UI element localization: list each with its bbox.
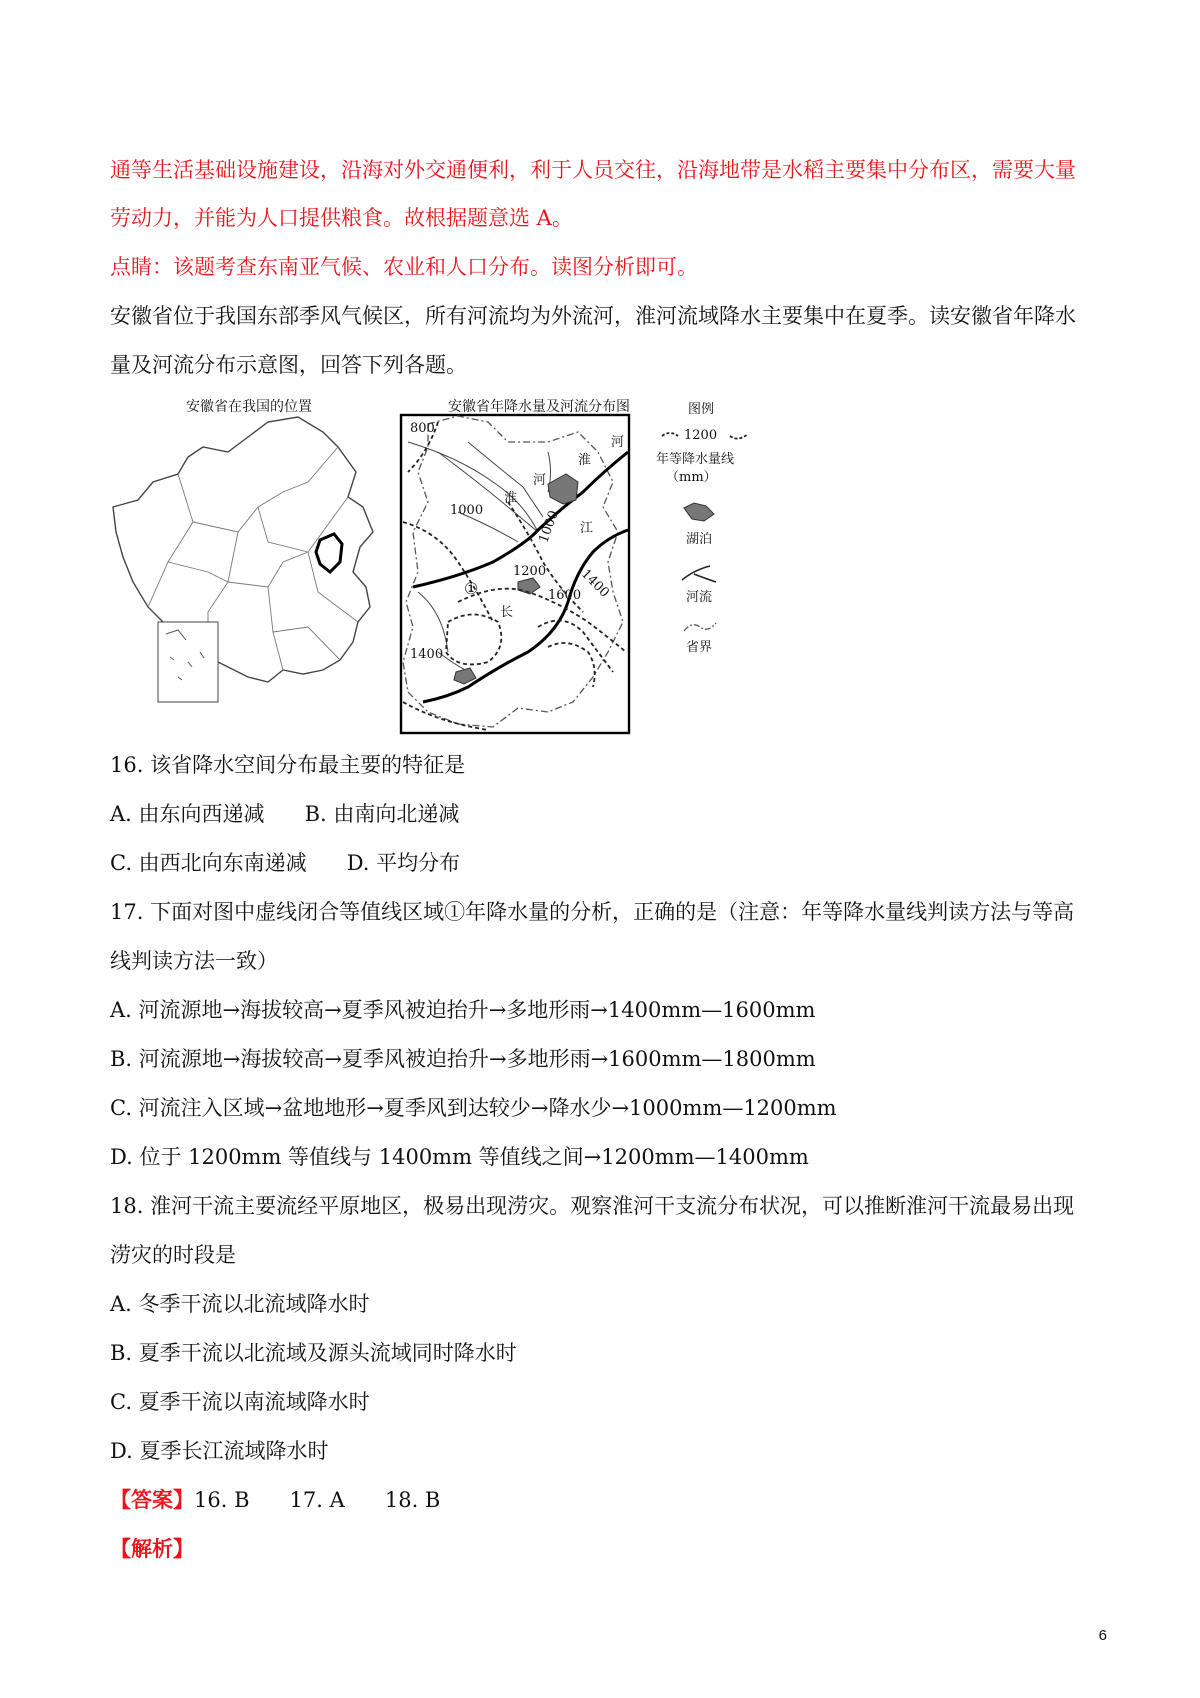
question-17-option-d: D. 位于 1200mm 等值线与 1400mm 等值线之间→1200mm—1400mm bbox=[110, 1145, 809, 1169]
river-legend-icon bbox=[680, 562, 720, 586]
isohyet-label-1600: 1600 bbox=[548, 588, 582, 603]
question-17-option-b: B. 河流源地→海拔较高→夏季风被迫抬升→多地形雨→1600mm—1800mm bbox=[110, 1047, 816, 1071]
isohyet-1000-left bbox=[403, 522, 493, 622]
isohyet-region-1 bbox=[446, 615, 501, 665]
question-18-option-c: C. 夏季干流以南流域降水时 bbox=[110, 1390, 370, 1414]
question-17-option-c: C. 河流注入区域→盆地地形→夏季风到达较少→降水少→1000mm—1200mm bbox=[110, 1096, 837, 1120]
question-17-stem: 线判读方法一致） bbox=[110, 949, 278, 973]
isohyet-label-1400: 1400 bbox=[577, 566, 612, 601]
lake-legend-icon bbox=[680, 500, 720, 524]
question-18-stem: 涝灾的时段是 bbox=[110, 1243, 236, 1267]
analysis-label: 【解析】 bbox=[110, 1536, 194, 1561]
question-18-option-b: B. 夏季干流以北流域及源头流域同时降水时 bbox=[110, 1341, 517, 1365]
analysis-text-line: 通等生活基础设施建设，沿海对外交通便利，利于人员交往，沿海地带是水稻主要集中分布区，需要大量 bbox=[110, 158, 1076, 182]
question-16-stem: 16. 该省降水空间分布最主要的特征是 bbox=[110, 753, 466, 777]
intro-text-line: 量及河流分布示意图，回答下列各题。 bbox=[110, 353, 467, 377]
river-label: 长 bbox=[500, 605, 514, 620]
legend-lake-label: 湖泊 bbox=[686, 532, 713, 547]
anhui-highlight bbox=[316, 534, 342, 572]
question-18-stem: 18. 淮河干流主要流经平原地区，极易出现涝灾。观察淮河干支流分布状况，可以推断淮河干流最易出现 bbox=[110, 1194, 1075, 1218]
river-label: 淮 bbox=[504, 491, 518, 506]
legend-border-label: 省界 bbox=[686, 640, 713, 655]
isohyet-label-1400: 1400 bbox=[410, 647, 444, 662]
legend-isohyet-label: 年等降水量线 bbox=[656, 452, 735, 467]
lake bbox=[548, 474, 578, 504]
question-16-options: C. 由西北向东南递减 D. 平均分布 bbox=[110, 851, 461, 875]
anhui-map-title: 安徽省年降水量及河流分布图 bbox=[448, 399, 630, 415]
analysis-text-line: 劳动力，并能为人口提供粮食。故根据题意选 A。 bbox=[110, 206, 573, 230]
isohyet-1600 bbox=[548, 643, 595, 687]
question-17-stem: 17. 下面对图中虚线闭合等值线区域①年降水量的分析，正确的是（注意：年等降水量线判读方法与等高 bbox=[110, 900, 1075, 924]
isohyet-label-1000: 1000 bbox=[536, 508, 562, 545]
river-label: 江 bbox=[580, 521, 594, 536]
legend-title: 图例 bbox=[688, 402, 715, 417]
question-18-option-a: A. 冬季干流以北流域降水时 bbox=[110, 1292, 370, 1316]
answer-label: 【答案】 bbox=[110, 1487, 194, 1512]
page-number: 6 bbox=[1098, 1627, 1107, 1644]
legend-river-label: 河流 bbox=[686, 590, 713, 605]
river-label: 河 bbox=[611, 435, 625, 450]
map-figure bbox=[108, 392, 1093, 737]
legend-isohyet-value: 1200 bbox=[684, 428, 718, 443]
question-17-option-a: A. 河流源地→海拔较高→夏季风被迫抬升→多地形雨→1400mm—1600mm bbox=[110, 998, 816, 1022]
china-location-map bbox=[108, 412, 393, 722]
river bbox=[438, 452, 538, 532]
region-marker: ① bbox=[464, 579, 479, 598]
river-label: 淮 bbox=[578, 453, 592, 468]
legend-isohyet-unit: （mm） bbox=[666, 470, 717, 485]
isohyet-label-800: 800 bbox=[410, 421, 435, 436]
comment-text: 点睛：该题考查东南亚气候、农业和人口分布。读图分析即可。 bbox=[110, 255, 698, 279]
answer-text: 16. B 17. A 18. B bbox=[194, 1488, 441, 1512]
china-map-title: 安徽省在我国的位置 bbox=[186, 399, 312, 415]
intro-text-line: 安徽省位于我国东部季风气候区，所有河流均为外流河，淮河流域降水主要集中在夏季。读安徽省年降水 bbox=[110, 304, 1076, 328]
answer-line bbox=[110, 1485, 440, 1515]
isohyet-label-1000: 1000 bbox=[450, 503, 484, 518]
border-legend-icon bbox=[680, 617, 720, 637]
lake bbox=[454, 668, 476, 684]
china-outline bbox=[113, 417, 373, 682]
river-label: 河 bbox=[533, 473, 547, 488]
question-16-options: A. 由东向西递减 B. 由南向北递减 bbox=[110, 802, 460, 826]
isohyet-label-1200: 1200 bbox=[513, 564, 547, 579]
yangtze-river bbox=[423, 530, 628, 702]
question-18-option-d: D. 夏季长江流域降水时 bbox=[110, 1439, 329, 1463]
